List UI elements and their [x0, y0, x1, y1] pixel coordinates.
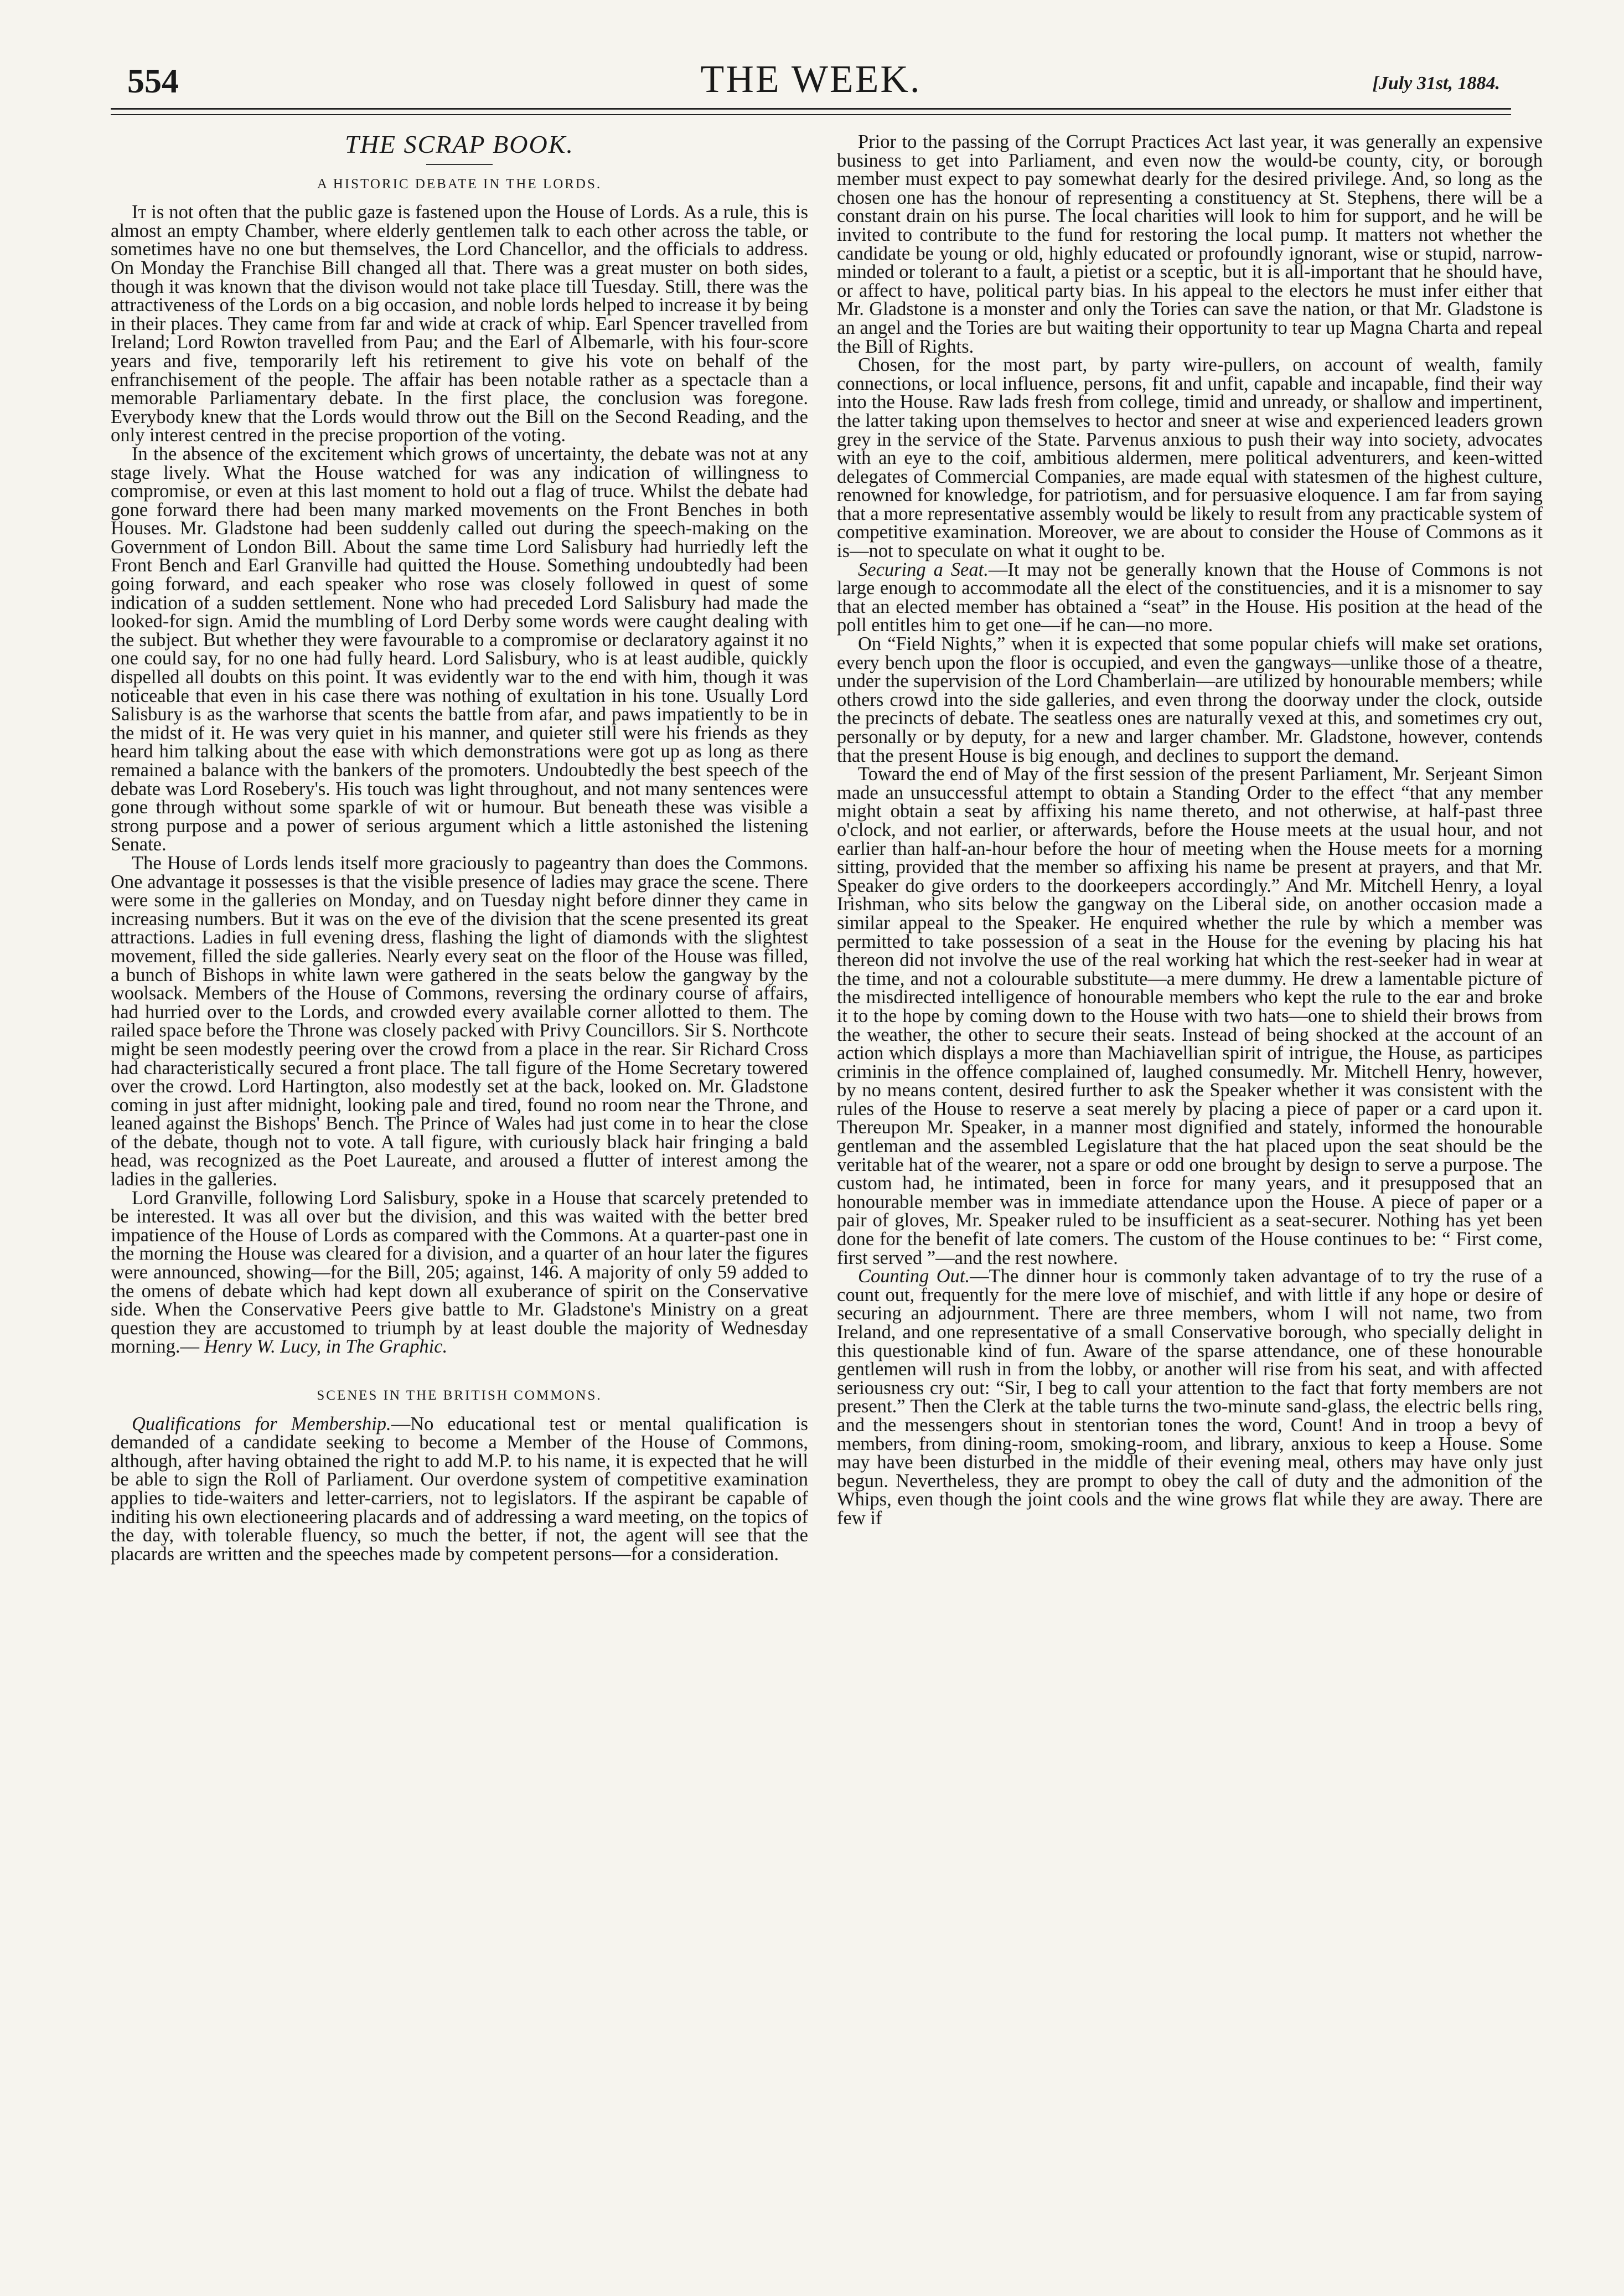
spacer [111, 1356, 808, 1381]
page-number: 554 [127, 63, 179, 100]
page-header [111, 51, 1511, 112]
paragraph: The House of Lords lends itself more graciously to pageantry than does the Commons. One advantage it possesses is that the visible presence of ladies may grace the scene. There were some in the galleries on Monday, and on Tuesday night before dinner they came in increasing numbers. But it was on the eve of the division that the scene presented its great attractions. Ladies in full evening dress, flashing the light of diamonds with the slightest movement, filled the side galleries. Nearly every seat on the floor of the House was filled, a bunch of Bishops in white lawn were gathered in the seats below the gangway by the woolsack. Members of the House of Commons, reversing the ordinary course of affairs, had hurried over to the Lords, and crowded every available corner allotted to them. The railed space before the Throne was closely packed with Privy Councillors. Sir S. Northcote might be seen modestly peering over the crowd from a place in the rear. Sir Richard Cross had characteristically secured a front place. The tall figure of the Home Secretary towered over the crowd. Lord Hartington, also modestly set at the back, looked on. Mr. Gladstone coming in just after midnight, looking pale and tired, found no room near the Throne, and leaned against the Bishops' Bench. The Prince of Wales had just come in to hear the close of the debate, though not to vote. A tall figure, with curiously black hair fringing a bald head, was recognized as the Poet Laureate, and aroused a flutter of interest among the ladies in the galleries. [111, 852, 808, 1190]
paragraph: On “Field Nights,” when it is expected that some popular chiefs will make set orations, every bench upon the floor is occupied, and even the gangways—unlike those of a theatre, under the supervision of the Lord Chamberlain—are utilized by honourable members; while others crowd into the side galleries, and even throng the doorway under the clock, outside the precincts of debate. The seatless ones are naturally vexed at this, and sometimes cry out, personally or by deputy, for a new and larger chamber. Mr. Gladstone, however, contends that the present House is big enough, and declines to support the demand. [837, 633, 1543, 766]
subhead: Securing a Seat. [858, 559, 989, 580]
paragraph-text: Lord Granville, following Lord Salisbury, spoke in a House that scarcely pretended to be interested. It was all over but the division, and this was waited with the better bred impatience of the House of Lords as compared with the Commons. At a quarter-past one in the morning the House was cleared for a division, and a quarter of an hour later the figures were announced, showing—for the Bill, 205; against, 146. A majority of only 59 added to the omens of debate which had kept down all exuberance of spirit on the Conservative side. When the Conservative Peers give battle to Mr. Gladstone's Ministry on a great question they are accustomed to triumph by at least double the majority of Wednesday morning.— [111, 1187, 808, 1358]
article-title: A HISTORIC DEBATE IN THE LORDS. [317, 176, 602, 192]
header-rule [111, 108, 1511, 110]
paragraph [837, 1267, 1543, 1528]
title-divider [426, 164, 493, 165]
attribution: Henry W. Lucy, in The Graphic. [204, 1336, 448, 1358]
paragraph: Chosen, for the most part, by party wire-pullers, on account of wealth, family connections, or local influence, persons, fit and unfit, capable and incapable, find their way into the House. Raw lads fresh from college, timid and unready, or shallow and impertinent, the latter taking upon themselves to hector and sneer at wise and experienced leaders grown grey in the service of the State. Parvenus anxious to push their way into society, advocates with an eye to the coif, ambitious aldermen, mere political adventurers, and keen-witted delegates of Commercial Companies, are made equal with statesmen of the highest culture, renowned for knowledge, for patriotism, and for persuasive eloquence. I am far from saying that a more representative assembly would be likely to result from any practicable system of competitive examination. Moreover, we are about to consider the House of Commons as it is—not to speculate on what it ought to be. [837, 354, 1543, 562]
lead-words: It [132, 202, 147, 223]
paragraph: It is not often that the public gaze is fastened upon the House of Lords. As a rule, this is almost an empty Chamber, where elderly gentlemen talk to each other across the table, or sometimes have no one but themselves, the Lord Chancellor, and the officials to address. On Monday the Franchise Bill changed all that. There was a great muster on both sides, though it was known that the divison would not take place till Tuesday. Still, there was the attractiveness of the Lords on a big occasion, and noble lords helped to increase it by being in their places. They came from far and wide at crack of whip. Earl Spencer travelled from Ireland; Lord Rowton travelled from Pau; and the Earl of Albemarle, with his four-score years and five, temporarily left his retirement to give his vote on behalf of the enfranchisement of the people. The affair has been notable rather as a spectacle than a memorable Parliamentary debate. In the first place, the conclusion was foregone. Everybody knew that the Lords would throw out the Bill on the Second Reading, and the only interest centred in the precise proportion of the voting. [111, 202, 808, 446]
paragraph: Prior to the passing of the Corrupt Practices Act last year, it was generally an expensive business to get into Parliament, and even now the would-be county, city, or borough member must expect to pay somewhat dearly for the desired privilege. And, so long as the chosen one has the honour of representing a constituency at St. Stephens, there will be a constant drain on his purse. The local charities will look to him for support, and he will be invited to contribute to the fund for restoring the local pump. It matters not whether the candidate be young or old, highly educated or profoundly ignorant, wise or stupid, narrow-minded or tolerant to a fault, a pietist or a sceptic, but it is all-important that he should have, or affect to have, political party bias. In his appeal to the electors he must infer either that Mr. Gladstone is a monster and only the Tories can save the nation, or that Mr. Gladstone is an angel and the Tories are but waiting their opportunity to tear up Magna Charta and repeal the Bill of Rights. [837, 131, 1543, 357]
paragraph-text: —The dinner hour is commonly taken advantage of to try the ruse of a count out, frequently for the mere love of mischief, and with little if any hope or desire of securing an adjournment. There are three members, whom I will not name, two from Ireland, and one representative of a small Conservative borough, who specially delight in this questionable kind of fun. Aware of the sparse attendance, one of these honourable gentlemen will rush in from the lobby, or another will rise from his seat, and with affected seriousness cry out: “Sir, I beg to call your attention to the fact that forty members are not present.” Then the Clerk at the table turns the two-minute sand-glass, the electric bells ring, and the messengers shout in stentorian tones the word, Count! And in troop a bevy of members, from dining-room, smoking-room, and library, anxious to keep a House. Some may have been disturbed in the middle of their evening meal, others may have only just begun. Nevertheless, they are prompt to obey the call of duty and the admonition of the Whips, even though the joint cools and the wine grows flat while they are away. There are few if [837, 1266, 1543, 1529]
paragraph: Toward the end of May of the first session of the present Parliament, Mr. Serjeant Simon made an unsuccessful attempt to obtain a Standing Order to the effect “that any member might obtain a seat by affixing his name thereto, and not otherwise, at half-past three o'clock, and not earlier, or afterwards, before the House meets at the usual hour, and not earlier than half-an-hour before the hour of meeting when the House meets for a morning sitting, provided that the member so affixing his name be present at prayers, and that Mr. Speaker do give orders to the doorkeepers accordingly.” And Mr. Mitchell Henry, a loyal Irishman, who sits below the gangway on the Liberal side, on another occasion made a similar appeal to the Speaker. He enquired whether the rule by which a member was permitted to take possession of a seat in the House for the evening by placing his hat thereon did not involve the use of the real working hat which the rest-seeker had in wear at the time, and not a colourable substitute—a mere dummy. He drew a lamentable picture of the misdirected intelligence of honourable members who kept the rule to the ear and broke it to the hope by coming down to the House with two hats—one to shield their brows from the weather, the other to secure their seats. Instead of being shocked at the account of an action which displays a more than Machiavellian spirit of intrigue, the House, as participes criminis in the offence complained of, laughed consumedly. Mr. Mitchell Henry, however, by no means content, desired further to ask the Speaker whether it was consistent with the rules of the House to reserve a seat merely by placing a piece of paper or a card upon it. Thereupon Mr. Speaker, in a manner most dignified and stately, informed the honourable gentleman and the assembled Legislature that the hat placed upon the seat should be the veritable hat of the wearer, not a spare or odd one brought by design to serve a purpose. The custom had, he intimated, been in force for many years, and it presupposed that an honourable member was in immediate attendance upon the House. A piece of paper or a pair of gloves, Mr. Speaker ruled to be insufficient as a seat-securer. Nothing has yet been done for the benefit of late comers. The custom of the House continues to be: “ First come, first served ”—and the rest nowhere. [837, 763, 1543, 1268]
paragraph-text: —It may not be generally known that the House of Commons is not large enough to accommodate all the elect of the constituencies, and it is a misnomer to say that an elected member has obtained a “seat” in the House. His position at the head of the poll entitles him to get one—if he can—no more. [837, 559, 1543, 636]
paragraph [111, 1189, 808, 1356]
article-title: SCENES IN THE BRITISH COMMONS. [317, 1388, 602, 1403]
left-column [111, 130, 808, 1565]
masthead: THE WEEK. [700, 58, 922, 101]
paragraph [837, 561, 1543, 635]
subhead: Counting Out. [858, 1266, 970, 1287]
issue-date: [July 31st, 1884. [1372, 73, 1500, 94]
right-column [837, 133, 1543, 1528]
subhead: Qualifications for Membership. [132, 1413, 391, 1435]
header-rule-thin [111, 114, 1511, 115]
section-title: THE SCRAP BOOK. [345, 130, 574, 158]
paragraph-text: —No educational test or mental qualification is demanded of a candidate seeking to become a Member of the House of Commons, although, after having obtained the right to add M.P. to his name, it is expected that he will be able to sign the Roll of Parliament. Our overdone system of competitive examination applies to tide-waiters and letter-carriers, not to legislators. If the aspirant be capable of inditing his own electioneering placards and of addressing a ward meeting, on the topics of the day, with tolerable fluency, so much the better, if not, the agent will see that the placards are written and the speeches made by competent persons—for a consideration. [111, 1413, 808, 1565]
paragraph [111, 1415, 808, 1564]
paragraph: In the absence of the excitement which grows of uncertainty, the debate was not at any stage lively. What the House watched for was any indication of willingness to compromise, or even at this last moment to hold out a flag of truce. Whilst the debate had gone forward there had been many marked movements on the Front Benches in both Houses. Mr. Gladstone had been suddenly called out during the speech-making on the Government of London Bill. About the same time Lord Salisbury had hurriedly left the Front Bench and Earl Granville had quitted the House. Something undoubtedly had been going forward, and each speaker who rose was closely followed in quest of some indication of a sudden settlement. None who had preceded Lord Salisbury had made the looked-for sign. Amid the mumbling of Lord Derby some words were caught dealing with the subject. But whether they were favourable to a compromise or declaratory against it no one could say, for no one had fully heard. Lord Salisbury, who is at least audible, quickly dispelled all doubts on this point. It was evidently war to the end with him, though it was noticeable that even in his case there was nothing of exultation in his tone. Usually Lord Salisbury is as the warhorse that scents the battle from afar, and paws impatiently to be in the midst of it. He was very quiet in his manner, and quieter still were his friends as they heard him talking about the ease with which demonstrations were got up as long as there remained a balance with the bankers of the promoters. Undoubtedly the best speech of the debate was Lord Rosebery's. His touch was light throughout, and not many sentences were gone through without some sparkle of wit or humour. But beneath these was visible a strong purpose and a power of serious argument which a little astonished the listening Senate. [111, 443, 808, 855]
